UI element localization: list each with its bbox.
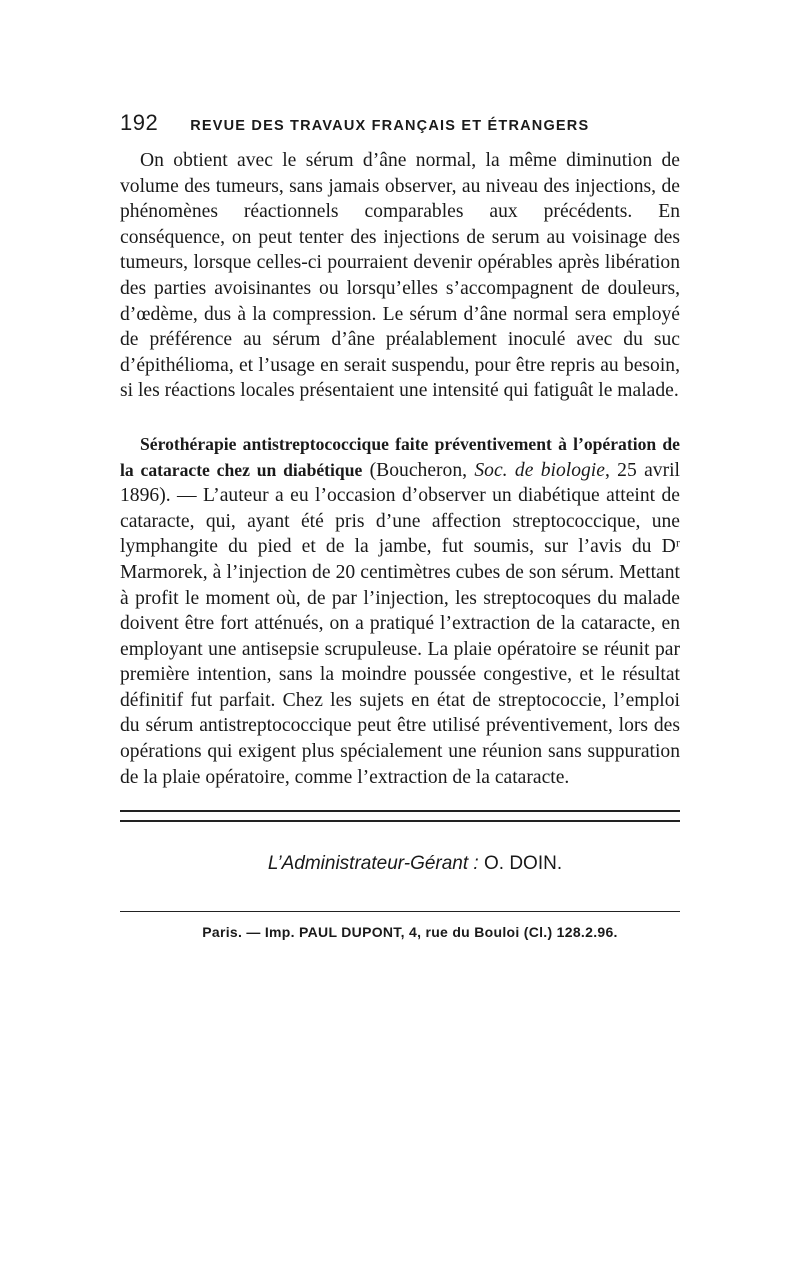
section-heading: Sérothérapie antistreptococcique faite préventivement à l’opération de la cataracte chez un diabétique — [120, 433, 680, 480]
paragraph-serum-ane: On obtient avec le sérum d’âne normal, la même diminution de volume des tumeurs, sans jamais observer, au niveau des injections, de phénomènes réactionnels comparables aux précédents. En conséquence, on peut tenter des injections de serum au voisinage des tumeurs, lorsque celles-ci pourraient devenir opérables après libération des parties avoisinantes ou lorsqu’elles s’accompagnent de douleurs, d’œdème, dus à la compression. Le sérum d’âne normal sera employé de préférence au sérum d’âne préalablement inoculé avec du suc d’épithélioma, et l’usage en serait suspendu, pour être repris au besoin, si les réactions locales présentaient une intensité qui fatiguât le malade. — [120, 150, 680, 402]
citation-journal: Soc. de biologie — [474, 459, 605, 481]
journal-title: REVUE DES TRAVAUX FRANÇAIS ET ÉTRANGERS — [190, 118, 590, 134]
paragraph-serotherapie — [120, 432, 680, 790]
footer-rule — [120, 911, 680, 912]
section-body: L’auteur a eu l’occasion d’observer un diabétique atteint de cataracte, qui, ayant été pris d’une affection streptococcique, une lymphangite du pied et de la jambe, fut soumis, sur l’avis du Dʳ Marmorek, à l’injection de 20 centimètres cubes de son sérum. Mettant à profit le moment où, de par l’injection, les streptocoques du malade doivent être fort atténués, on a pratiqué l’extraction de la cataracte, en employant une antisepsie scrupuleuse. La plaie opératoire se réunit par première intention, sans la moindre poussée congestive, et le résultat définitif fut parfait. Chez les sujets en état de streptococcie, l’emploi du sérum antistreptococcique peut être utilisé préventivement, lors des opérations qui exigent plus spécialement une réunion sans suppuration de la plaie opératoire, comme l’extraction de la cataracte. — [120, 485, 680, 788]
running-head — [120, 110, 680, 140]
signature-name: O. DOIN. — [478, 853, 563, 875]
citation-close: , 25 avril 1896). — — [120, 459, 680, 507]
printer-imprint: Paris. — Imp. PAUL DUPONT, 4, rue du Bouloi (Cl.) 128.2.96. — [202, 924, 618, 941]
signature-role: L’Administrateur-Gérant : — [267, 853, 479, 875]
signature — [120, 852, 680, 875]
double-rule — [120, 810, 680, 822]
page-number: 192 — [120, 110, 159, 135]
citation-open: (Boucheron, — [362, 459, 475, 481]
page — [120, 110, 680, 940]
